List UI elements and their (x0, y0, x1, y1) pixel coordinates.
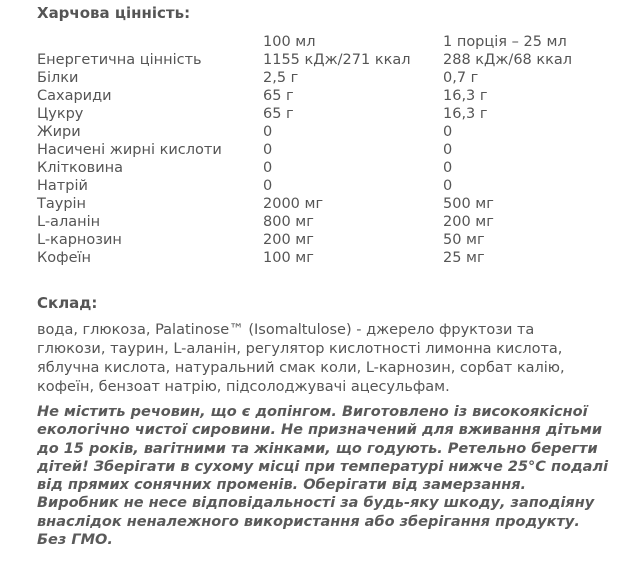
value-per-100ml: 800 мг (263, 214, 314, 230)
table-row (37, 249, 597, 267)
value-per-portion: 16,3 г (443, 106, 488, 122)
table-row (37, 177, 597, 195)
value-per-portion: 500 мг (443, 196, 494, 212)
nutrient-name: Клітковина (37, 160, 124, 176)
value-per-100ml: 65 г (263, 88, 294, 104)
nutrient-name: Насичені жирні кислоти (37, 142, 222, 158)
value-per-100ml: 2,5 г (263, 70, 299, 86)
table-row (37, 69, 597, 87)
table-row (37, 87, 597, 105)
value-per-portion: 25 мг (443, 250, 485, 266)
nutrient-name: Натрій (37, 178, 88, 194)
value-per-portion: 0,7 г (443, 70, 479, 86)
table-row (37, 159, 597, 177)
value-per-portion: 0 (443, 142, 453, 158)
nutrient-name: Білки (37, 70, 79, 86)
value-per-100ml: 0 (263, 142, 273, 158)
column-header-name (37, 33, 263, 51)
value-per-100ml: 100 мг (263, 250, 314, 266)
value-per-100ml: 0 (263, 160, 273, 176)
value-per-100ml: 0 (263, 178, 273, 194)
value-per-portion: 288 кДж/68 ккал (443, 52, 573, 68)
value-per-portion: 0 (443, 160, 453, 176)
column-header-per100: 100 мл (263, 34, 316, 50)
table-row (37, 195, 597, 213)
nutrition-header-row (37, 33, 597, 51)
nutrient-name: Сахариди (37, 88, 112, 104)
value-per-portion: 50 мг (443, 232, 485, 248)
nutrient-name: Енергетична цінність (37, 52, 202, 68)
table-row (37, 213, 597, 231)
nutrient-name: Таурін (37, 196, 87, 212)
nutrient-name: Кофеїн (37, 250, 91, 266)
nutrient-name: L-карнозин (37, 232, 122, 248)
warning-note: Не містить речовин, що є допінгом. Виготовлено із високоякісної екологічно чистої сировини. Не призначений для вживання дітьми до 15 років, вагітними та жінками, що годують. Ретельно берегти дітей! Зберігати в сухому місці при температурі нижче 25°C подалі від прямих сонячних променів. Оберігати від замерзання. Виробник не несе відповідальності за будь-яку шкоду, заподіяну внаслідок неналежного використання або зберігання продукту. Без ГМО. (37, 404, 609, 549)
value-per-100ml: 1155 кДж/271 ккал (263, 52, 411, 68)
nutrient-name: L-аланін (37, 214, 101, 230)
column-header-portion: 1 порція – 25 мл (443, 34, 567, 50)
composition-heading: Склад: (37, 294, 98, 312)
table-row (37, 141, 597, 159)
nutrient-name: Цукру (37, 106, 84, 122)
composition-text: вода, глюкоза, Palatinose™ (Isomaltulose) - джерело фруктози та глюкози, таурин, L-аланін, регулятор кислотності лимонна кислота, яблучна кислота, натуральний смак коли, L-карнозин, сорбат калію, кофеїн, бензоат натрію, підсолоджувачі ацесульфам. (37, 322, 565, 395)
value-per-portion: 16,3 г (443, 88, 488, 104)
nutrition-heading: Харчова цінність: (37, 4, 191, 22)
value-per-100ml: 0 (263, 124, 273, 140)
value-per-portion: 0 (443, 178, 453, 194)
value-per-100ml: 200 мг (263, 232, 314, 248)
value-per-portion: 0 (443, 124, 453, 140)
value-per-portion: 200 мг (443, 214, 494, 230)
table-row (37, 105, 597, 123)
table-row (37, 123, 597, 141)
nutrient-name: Жири (37, 124, 81, 140)
value-per-100ml: 2000 мг (263, 196, 324, 212)
nutrition-table (37, 33, 597, 267)
value-per-100ml: 65 г (263, 106, 294, 122)
table-row (37, 51, 597, 69)
table-row (37, 231, 597, 249)
